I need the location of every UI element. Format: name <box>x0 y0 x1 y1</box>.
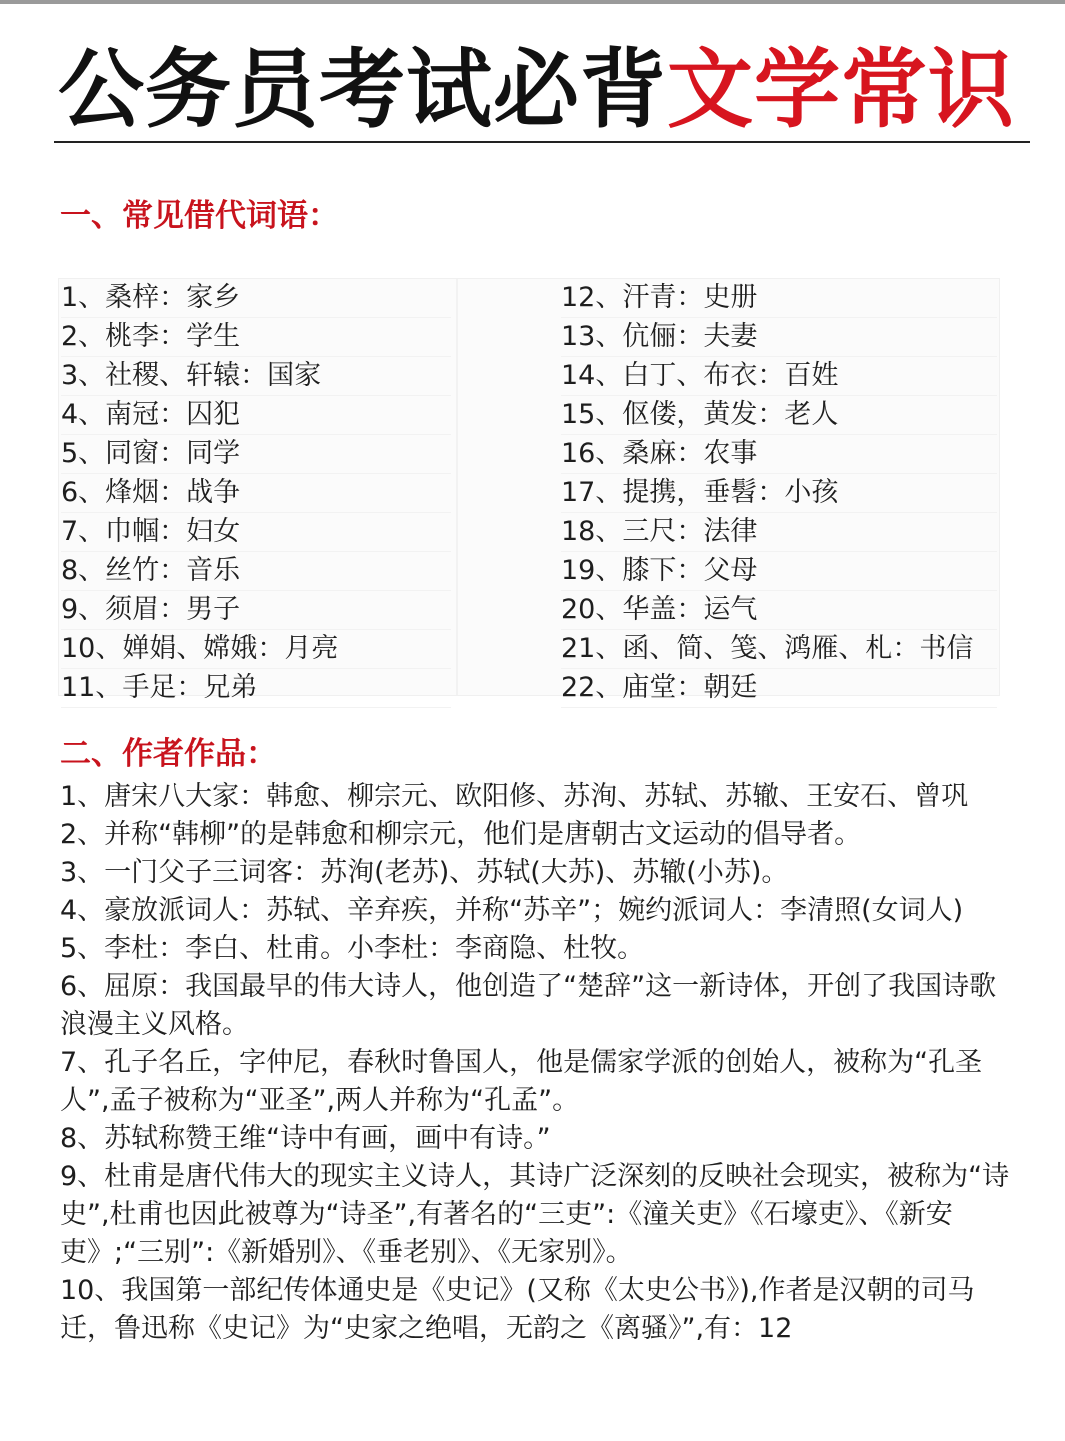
list-item: 6、烽烟：战争 <box>61 474 451 513</box>
list-item: 21、函、简、笺、鸿雁、札：书信 <box>561 630 997 669</box>
list-item: 1、唐宋八大家：韩愈、柳宗元、欧阳修、苏洵、苏轼、苏辙、王安石、曾巩 <box>60 781 969 812</box>
list-item: 17、提携，垂髫：小孩 <box>561 474 997 513</box>
list-item: 4、南冠：囚犯 <box>61 396 451 435</box>
section-heading-authors: 二、作者作品： <box>60 736 277 772</box>
list-item: 6、屈原：我国最早的伟大诗人，他创造了“楚辞”这一新诗体，开创了我国诗歌浪漫主义风格。 <box>60 971 997 1040</box>
title-underline <box>54 141 1030 143</box>
list-item: 9、杜甫是唐代伟大的现实主义诗人，其诗广泛深刻的反映社会现实，被称为“诗史”,杜甫也因此被尊为“诗圣”,有著名的“三吏”:《潼关吏》《石壕吏》、《新安吏》;“三别”:《新婚别》、《垂老别》、《无家别》。 <box>60 1161 1010 1268</box>
list-item: 10、我国第一部纪传体通史是《史记》(又称《太史公书》),作者是汉朝的司马迁，鲁迅称《史记》为“史家之绝唱，无韵之《离骚》”,有：12 <box>60 1275 975 1344</box>
list-item: 8、丝竹：音乐 <box>61 552 451 591</box>
title-part-black: 公务员考试必背 <box>58 40 667 140</box>
list-item: 1、桑梓：家乡 <box>61 279 451 318</box>
list-item: 18、三尺：法律 <box>561 513 997 552</box>
top-border <box>0 0 1065 4</box>
title-part-red: 文学常识 <box>667 40 1015 140</box>
section-heading-metonymy: 一、常见借代词语： <box>60 198 339 234</box>
list-item: 4、豪放派词人：苏轼、辛弃疾，并称“苏辛”；婉约派词人：李清照(女词人) <box>60 895 964 926</box>
metonymy-column-right <box>561 279 997 708</box>
list-item: 12、汗青：史册 <box>561 279 997 318</box>
list-item: 11、手足：兄弟 <box>61 669 451 708</box>
list-item: 13、伉俪：夫妻 <box>561 318 997 357</box>
list-item: 7、孔子名丘，字仲尼，春秋时鲁国人，他是儒家学派的创始人，被称为“孔圣人”,孟子被称为“亚圣”,两人并称为“孔孟”。 <box>60 1047 983 1116</box>
list-item: 9、须眉：男子 <box>61 591 451 630</box>
list-item: 3、一门父子三词客：苏洵(老苏)、苏轼(大苏)、苏辙(小苏)。 <box>60 857 789 888</box>
list-item: 16、桑麻：农事 <box>561 435 997 474</box>
list-item: 15、伛偻，黄发：老人 <box>561 396 997 435</box>
authors-works-list <box>60 778 1020 1348</box>
page-title <box>58 40 1018 140</box>
list-item: 19、膝下：父母 <box>561 552 997 591</box>
list-item: 3、社稷、轩辕：国家 <box>61 357 451 396</box>
list-item: 2、并称“韩柳”的是韩愈和柳宗元，他们是唐朝古文运动的倡导者。 <box>60 819 862 850</box>
metonymy-column-left <box>61 279 451 708</box>
list-item: 2、桃李：学生 <box>61 318 451 357</box>
list-item: 5、同窗：同学 <box>61 435 451 474</box>
list-item: 14、白丁、布衣：百姓 <box>561 357 997 396</box>
metonymy-table <box>58 278 1000 703</box>
list-item: 5、李杜：李白、杜甫。小李杜：李商隐、杜牧。 <box>60 933 645 964</box>
list-item: 10、婵娟、嫦娥：月亮 <box>61 630 451 669</box>
list-item: 20、华盖：运气 <box>561 591 997 630</box>
list-item: 8、苏轼称赞王维“诗中有画，画中有诗。” <box>60 1123 551 1154</box>
list-item: 22、庙堂：朝廷 <box>561 669 997 708</box>
list-item: 7、巾帼：妇女 <box>61 513 451 552</box>
column-divider <box>456 279 458 695</box>
